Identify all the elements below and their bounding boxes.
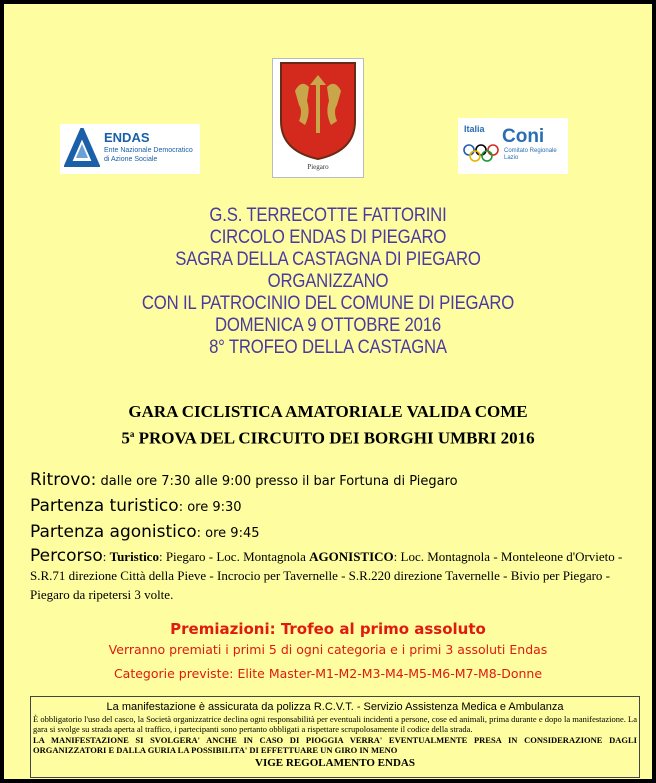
heading-line: CIRCOLO ENDAS DI PIEGARO <box>209 227 447 248</box>
event-details <box>30 468 630 604</box>
agonistico-route: : Loc. Montagnola - Monteleone d'Orvieto - S.R.71 direzione Città della Pieve - Incrocio per Tavernelle - S.R.220 direzione Tavernelle - Bivio per Piegaro - Piegaro da ripetersi 3 volte. <box>30 549 623 602</box>
heading-line: SAGRA DELLA CASTAGNA DI PIEGARO <box>175 249 481 270</box>
heading-line: ORGANIZZANO <box>267 271 389 292</box>
insurance-line: La manifestazione è assicurata da polizza R.C.V.T. - Servizio Assistenza Medica e Ambulanza <box>106 701 564 713</box>
endas-logo <box>60 124 200 174</box>
agonistico-label: Partenza agonistico <box>30 522 197 542</box>
coni-italia-label: Italia <box>464 124 485 134</box>
rain-notice: LA MANIFESTAZIONE SI SVOLGERA' ANCHE IN CASO DI PIOGGIA VERRA' EVENTUALMENTE PRESA IN CONSIDERAZIONE DAGLI ORGANIZZATORI E DALLA GURIA LA POSSIBILITA' DI EFFETTUARE UN GIRO IN MENO <box>33 735 637 755</box>
agonistico-value: : ore 9:45 <box>196 526 260 541</box>
insurance-footer <box>30 696 640 778</box>
partenza-turistico-row <box>30 494 630 520</box>
turistico-route: : Piegaro - Loc. Montagnola <box>158 549 310 564</box>
coni-logo <box>458 118 568 174</box>
heading-line: G.S. TERRECOTTE FATTORINI <box>209 205 447 226</box>
disclaimer-text: È obbligatorio l'uso del casco, la Società organizzatrice declina ogni responsabilità per eventuali incidenti a persone, cose ed animali, prima durante e dopo la manifestazione. La gara si svolge su strada aperta al traffico, i partecipanti sono pertanto obbligati a rispettare scrupolosamente il codice della strada. <box>33 714 637 734</box>
organizers-heading <box>4 205 652 359</box>
crest-caption: Piegaro <box>307 163 329 171</box>
race-title-line-1: GARA CICLISTICA AMATORIALE VALIDA COME <box>128 402 528 421</box>
endas-triangle-icon <box>64 128 100 168</box>
turistico-label: Partenza turistico <box>30 496 179 516</box>
ritrovo-label: Ritrovo: <box>30 470 97 490</box>
ritrovo-value: dalle ore 7:30 alle 9:00 presso il bar Fortuna di Piegaro <box>96 474 458 489</box>
griffin-crest-icon <box>277 61 359 161</box>
premiazioni-line: Premiazioni: Trofeo al primo assoluto <box>170 620 486 638</box>
piegaro-crest <box>272 58 364 178</box>
ritrovo-row <box>30 468 630 494</box>
endas-name: ENDAS <box>104 130 150 145</box>
olympic-rings-icon <box>462 138 500 164</box>
categorie-line: Categorie previste: Elite Master-M1-M2-M3-M4-M5-M6-M7-M8-Donne <box>113 666 543 681</box>
endas-subtitle: Ente Nazionale Democratico di Azione Sociale <box>104 147 193 163</box>
agonistico-route-label: AGONISTICO <box>309 549 394 564</box>
coni-subtitle: Comitato Regionale Lazio <box>504 148 557 161</box>
heading-line: CON IL PATROCINIO DEL COMUNE DI PIEGARO <box>141 293 515 314</box>
percorso-block: Percorso: Turistico: Piegaro - Loc. Montagnola AGONISTICO: Loc. Montagnola - Monteleone d'Orvieto - S.R.71 direzione Città della Pieve - Incrocio per Tavernelle - S.R.220 direzione Tavernelle - Bivio per Piegaro - Piegaro da ripetersi 3 volte. <box>30 546 623 602</box>
regulation-line: VIGE REGOLAMENTO ENDAS <box>255 757 415 769</box>
percorso-label: Percorso <box>30 546 103 566</box>
turistico-value: : ore 9:30 <box>178 500 242 515</box>
race-title <box>4 400 652 450</box>
turistico-route-label: Turistico <box>109 549 159 564</box>
premiati-line: Verranno premiati i primi 5 di ogni categoria e i primi 3 assoluti Endas <box>108 642 548 657</box>
partenza-agonistico-row <box>30 520 630 546</box>
event-poster <box>4 4 652 779</box>
heading-line: 8° TROFEO DELLA CASTAGNA <box>209 337 447 358</box>
race-title-line-2: 5$^a$ PROVA DEL CIRCUITO DEI BORGHI UMBRI 2016 <box>121 428 535 448</box>
coni-name: Coni <box>502 126 545 147</box>
heading-line: DOMENICA 9 OTTOBRE 2016 <box>214 315 442 336</box>
